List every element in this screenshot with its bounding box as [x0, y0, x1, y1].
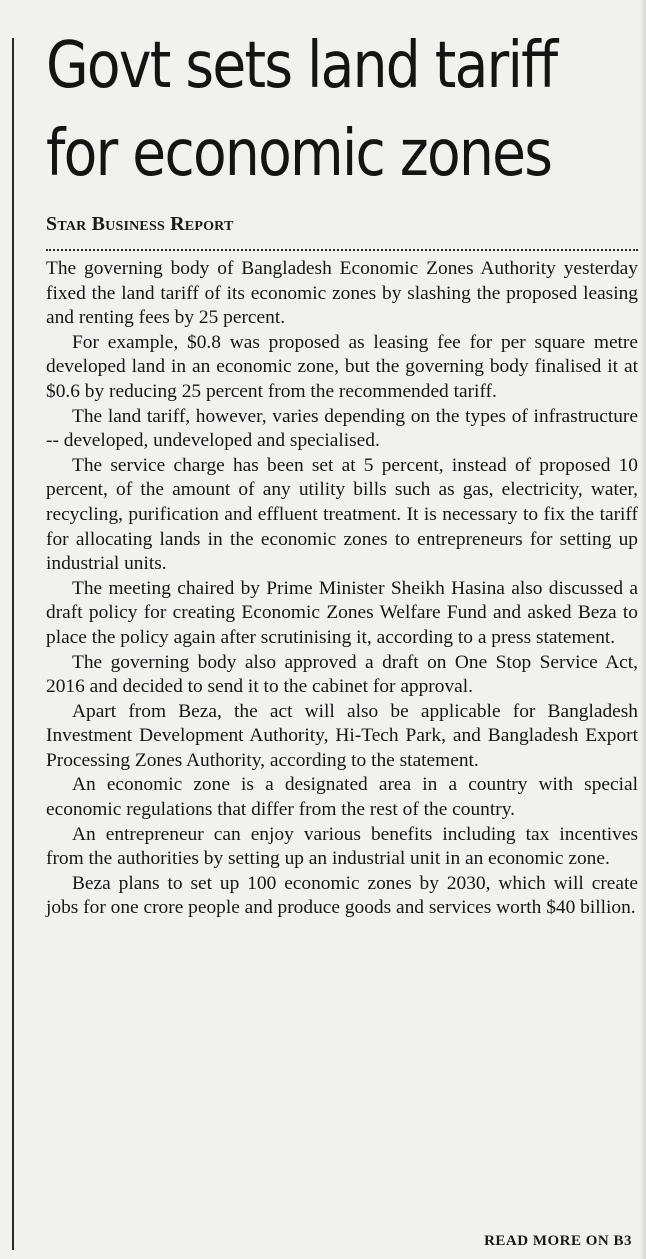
- column-divider: [12, 38, 14, 1250]
- paragraph: The service charge has been set at 5 percent, instead of proposed 10 percent, of the amount of any utility bills such as gas, electricity, water, recycling, purification and effluent treatment. It is necessary to fix the tariff for allocating lands in the economic zones to entrepreneurs for setting up industrial units.: [46, 454, 638, 575]
- paragraph: An entrepreneur can enjoy various benefits including tax incentives from the authorities by setting up an industrial unit in an economic zone.: [46, 823, 638, 870]
- page-edge: [640, 0, 646, 1259]
- headline-line-2: for economic zones: [46, 117, 552, 191]
- paragraph: Beza plans to set up 100 economic zones by 2030, which will create jobs for one crore people and produce goods and services worth $40 billion.: [46, 872, 638, 919]
- read-more-link[interactable]: READ MORE ON B3: [484, 1233, 632, 1249]
- paragraph: The governing body also approved a draft on One Stop Service Act, 2016 and decided to send it to the cabinet for approval.: [46, 651, 638, 698]
- headline: [46, 22, 639, 198]
- paragraph: The land tariff, however, varies depending on the types of infrastructure -- developed, undeveloped and specialised.: [46, 405, 638, 452]
- paragraph: The meeting chaired by Prime Minister Sheikh Hasina also discussed a draft policy for creating Economic Zones Welfare Fund and asked Beza to place the policy again after scrutinising it, according to a press statement.: [46, 577, 638, 648]
- paragraph: For example, $0.8 was proposed as leasing fee for per square metre developed land in an economic zone, but the governing body finalised it at $0.6 by reducing 25 percent from the recommended tariff.: [46, 331, 638, 402]
- byline: Star Business Report: [46, 213, 234, 235]
- paragraph: An economic zone is a designated area in a country with special economic regulations that differ from the rest of the country.: [46, 774, 638, 821]
- paragraph: Apart from Beza, the act will also be applicable for Bangladesh Investment Development Authority, Hi-Tech Park, and Bangladesh Export Processing Zones Authority, according to the statement.: [46, 700, 638, 771]
- news-article: [46, 22, 638, 921]
- paragraph: The governing body of Bangladesh Economic Zones Authority yesterday fixed the land tariff of its economic zones by slashing the proposed leasing and renting fees by 25 percent.: [46, 258, 638, 329]
- dotted-separator: [46, 249, 638, 251]
- article-body: [46, 257, 638, 921]
- headline-line-1: Govt sets land tariff: [46, 29, 557, 103]
